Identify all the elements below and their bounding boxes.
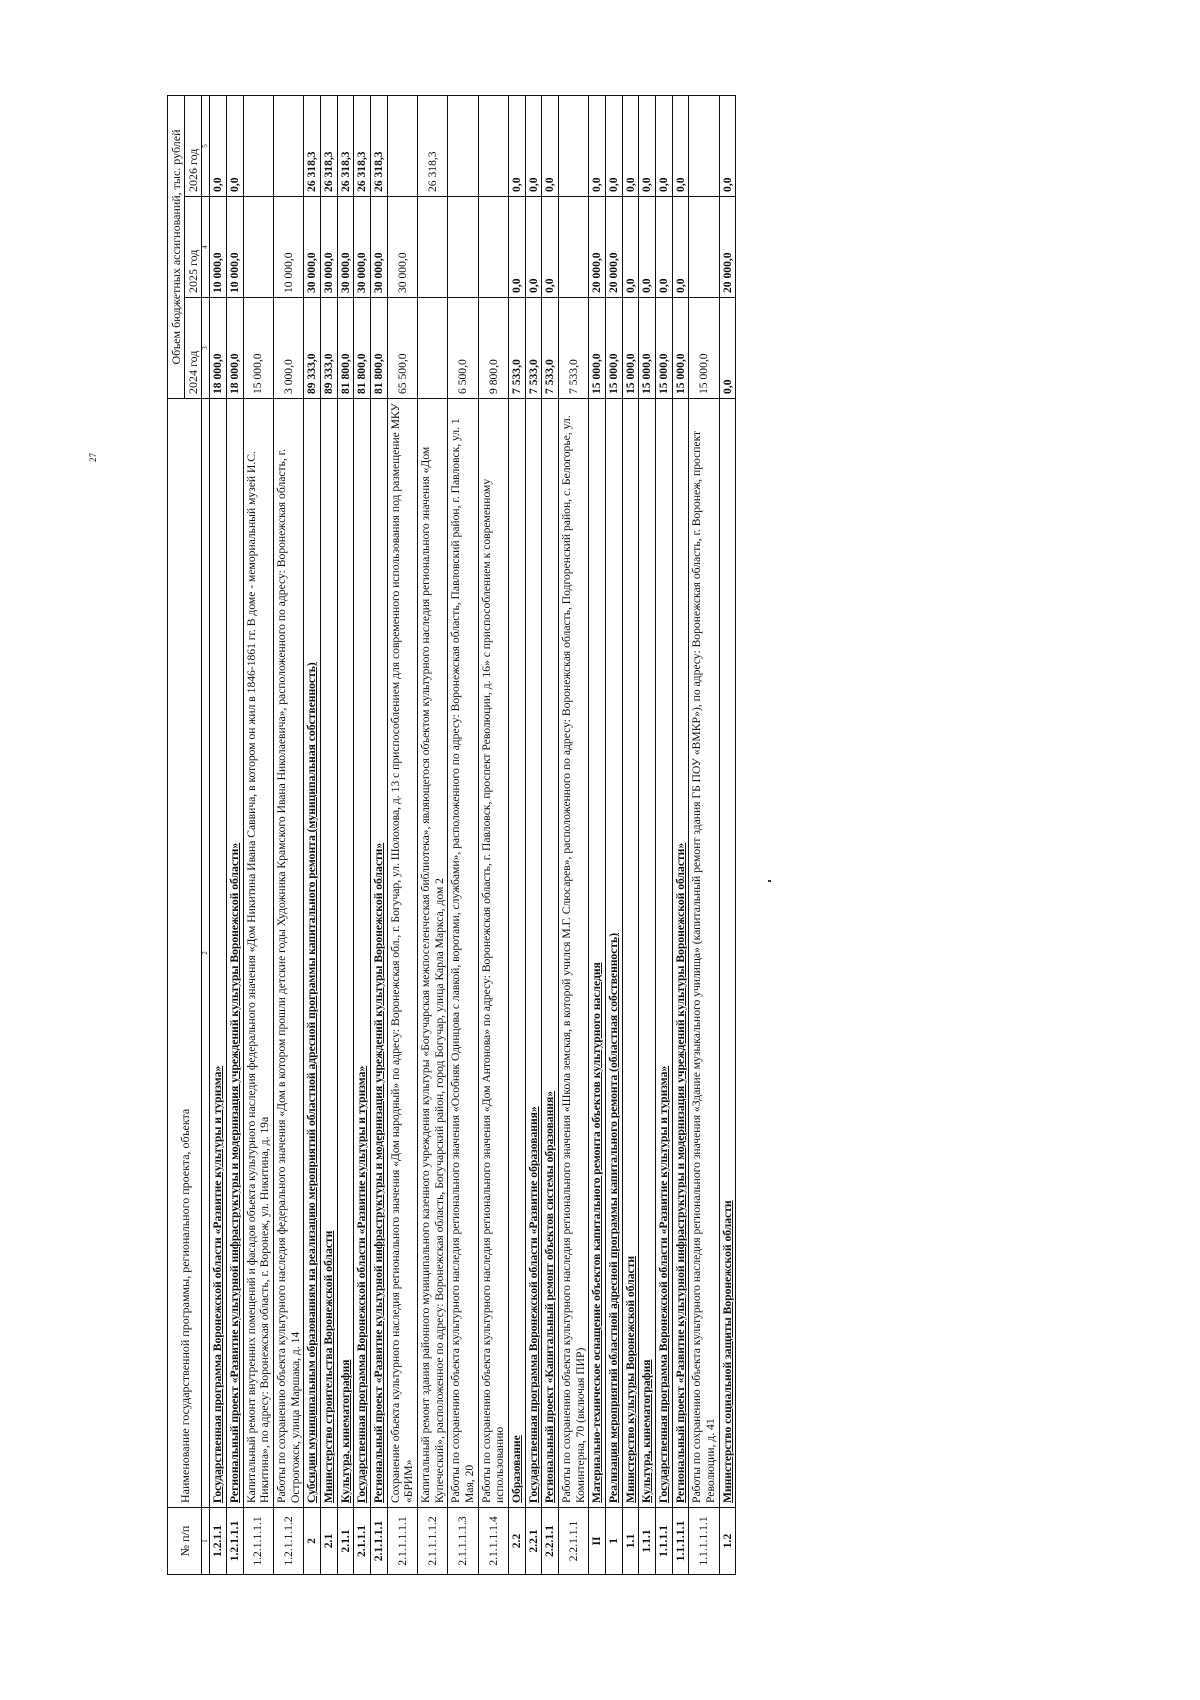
row-value-2024: 89 333,0 xyxy=(304,298,321,399)
table-row xyxy=(304,96,321,1575)
column-number: 5 xyxy=(202,96,210,197)
table-row xyxy=(243,96,273,1575)
row-value-2025: 0,0 xyxy=(639,197,656,298)
table-row xyxy=(589,96,606,1575)
row-name: Работы по сохранению объекта культурного наследия регионального значения «Школа земская, в которой учился М.Г. Слюсарев», расположенного по адресу: Воронежская область, Подгоренский район, с. Белогорье, ул. Коминтерна, 70 (включая ПИР) xyxy=(559,399,589,1508)
row-number: 2.1.1.1.1 xyxy=(371,1508,388,1575)
row-name: Министерство культуры Воронежской области xyxy=(622,399,639,1508)
row-name: Реализация мероприятий областной адресной программы капитального ремонта (областная собственность) xyxy=(606,399,623,1508)
table-row xyxy=(478,96,508,1575)
row-value-2026: 0,0 xyxy=(210,96,227,197)
row-number: 2.1 xyxy=(321,1508,338,1575)
row-value-2024: 15 000,0 xyxy=(689,298,719,399)
row-value-2025: 0,0 xyxy=(622,197,639,298)
table-row xyxy=(387,96,417,1575)
row-name: Государственная программа Воронежской области «Развитие образования» xyxy=(525,399,542,1508)
row-name: Работы по сохранению объекта культурного наследия федерального значения «Дом в котором прошли детские годы Художника Крамского Ивана Николаевича», расположенного по адресу: Воронежская область, г. Острогожск, улица Маршака, д. 14 xyxy=(274,399,304,1508)
row-value-2025: 20 000,0 xyxy=(719,197,736,298)
row-value-2025: 0,0 xyxy=(525,197,542,298)
row-name: Государственная программа Воронежской области «Развитие культуры и туризма» xyxy=(656,399,673,1508)
row-name: Образование xyxy=(509,399,526,1508)
row-number: 1.1.1.1.1.1 xyxy=(689,1508,719,1575)
table-row xyxy=(321,96,338,1575)
row-value-2024: 6 500,0 xyxy=(448,298,478,399)
row-value-2024: 0,0 xyxy=(719,298,736,399)
row-number: 2.2.1 xyxy=(525,1508,542,1575)
row-name: Государственная программа Воронежской области «Развитие культуры и туризма» xyxy=(354,399,371,1508)
row-value-2025 xyxy=(243,197,273,298)
rotated-table-container xyxy=(167,95,1035,1575)
row-number: 1.1.1 xyxy=(639,1508,656,1575)
row-value-2024: 81 800,0 xyxy=(337,298,354,399)
table-row xyxy=(656,96,673,1575)
row-value-2026: 0,0 xyxy=(525,96,542,197)
row-number: 2.2.1.1.1 xyxy=(559,1508,589,1575)
row-value-2024: 15 000,0 xyxy=(606,298,623,399)
row-value-2026 xyxy=(448,96,478,197)
row-name: Капитальный ремонт здания районного муниципального казенного учреждения культуры «Богучарская межпоселенческая библиотека», являющегося объектом культурного наследия регионального значения «Дом Купеческий», расположенное по адресу: Воронежская область, Богучарский район, город Богучар, улица Карла Маркса, дом 2 xyxy=(418,399,448,1508)
row-number: II xyxy=(589,1508,606,1575)
row-name: Региональный проект «Развитие культурной инфраструктуры и модернизация учреждений культуры Воронежской области» xyxy=(226,399,243,1508)
table-row xyxy=(525,96,542,1575)
row-value-2026 xyxy=(689,96,719,197)
row-value-2024: 7 533,0 xyxy=(542,298,559,399)
row-value-2024: 81 800,0 xyxy=(371,298,388,399)
row-value-2026 xyxy=(478,96,508,197)
row-name: Государственная программа Воронежской области «Развитие культуры и туризма» xyxy=(210,399,227,1508)
row-value-2026: 0,0 xyxy=(719,96,736,197)
table-row xyxy=(448,96,478,1575)
row-value-2024: 18 000,0 xyxy=(210,298,227,399)
header-name: Наименование государственной программы, регионального проекта, объекта xyxy=(168,399,202,1508)
row-value-2024: 15 000,0 xyxy=(622,298,639,399)
row-value-2024: 9 800,0 xyxy=(478,298,508,399)
table-row xyxy=(559,96,589,1575)
row-value-2026 xyxy=(274,96,304,197)
row-number: 1.2.1.1.1.1 xyxy=(243,1508,273,1575)
row-number: 1.2.1.1.1.2 xyxy=(274,1508,304,1575)
row-number: 2.1.1.1 xyxy=(354,1508,371,1575)
table-row xyxy=(274,96,304,1575)
column-number: 1 xyxy=(202,1508,210,1575)
row-value-2026: 0,0 xyxy=(606,96,623,197)
row-number: 2.1.1.1.1.4 xyxy=(478,1508,508,1575)
row-value-2026: 0,0 xyxy=(639,96,656,197)
row-number: 1.1.1.1 xyxy=(656,1508,673,1575)
table-row xyxy=(371,96,388,1575)
page-number: 27 xyxy=(88,453,98,462)
row-value-2025 xyxy=(418,197,448,298)
row-value-2024: 15 000,0 xyxy=(656,298,673,399)
row-name: Министерство строительства Воронежской области xyxy=(321,399,338,1508)
row-number: 1.2.1.1 xyxy=(210,1508,227,1575)
row-number: 1.2.1.1.1 xyxy=(226,1508,243,1575)
row-value-2025: 10 000,0 xyxy=(210,197,227,298)
table-row xyxy=(337,96,354,1575)
row-value-2026 xyxy=(387,96,417,197)
row-value-2025: 20 000,0 xyxy=(589,197,606,298)
row-value-2026: 26 318,3 xyxy=(418,96,448,197)
row-value-2025: 30 000,0 xyxy=(321,197,338,298)
row-number: 2.1.1.1.1.3 xyxy=(448,1508,478,1575)
column-number: 2 xyxy=(202,399,210,1508)
row-value-2026: 0,0 xyxy=(542,96,559,197)
table-body xyxy=(210,96,736,1575)
row-name: Работы по сохранению объекта культурного наследия регионального значения «Здание музыкального училища» (капитальный ремонт здания ГБ ПОУ «ВМКР»), по адресу: Воронежская область, г. Воронеж, проспект Революции, д. 41 xyxy=(689,399,719,1508)
table-row xyxy=(418,96,448,1575)
row-value-2026: 0,0 xyxy=(622,96,639,197)
row-value-2025: 20 000,0 xyxy=(606,197,623,298)
row-name: Культура, кинематография xyxy=(337,399,354,1508)
row-value-2026: 26 318,3 xyxy=(354,96,371,197)
row-number: 1.1 xyxy=(622,1508,639,1575)
header-row xyxy=(168,96,185,1575)
header-2025: 2025 год xyxy=(185,197,202,298)
row-name: Министерство социальной защиты Воронежской области xyxy=(719,399,736,1508)
row-name: Материально-техническое оснащение объектов капитального ремонта объектов культурного наследия xyxy=(589,399,606,1508)
row-value-2026: 26 318,3 xyxy=(371,96,388,197)
row-name: Региональный проект «Капитальный ремонт объектов системы образования» xyxy=(542,399,559,1508)
table-row xyxy=(719,96,736,1575)
row-value-2025 xyxy=(689,197,719,298)
row-number: 2.1.1 xyxy=(337,1508,354,1575)
row-value-2026 xyxy=(243,96,273,197)
row-number: 1 xyxy=(606,1508,623,1575)
row-name: Работы по сохранению объекта культурного наследия регионального значения «Особняк Одинцова с лавкой, воротами, службами», расположенного по адресу: Воронежская область, Павловский район, г. Павловск, ул. 1 Мая, 20 xyxy=(448,399,478,1508)
row-value-2024: 7 533,0 xyxy=(559,298,589,399)
row-number: 2.2.1.1 xyxy=(542,1508,559,1575)
row-name: Субсидии муниципальным образованиям на реализацию мероприятий областной адресной программы капитального ремонта (муниципальная собственность) xyxy=(304,399,321,1508)
row-name: Сохранение объекта культурного наследия регионального значения «Дом народный» по адресу: Воронежская обл., г. Богучар, ул. Шолохова, д. 13 с приспособлением для современного использования под размещение МКУ «БРИМ» xyxy=(387,399,417,1508)
row-value-2026: 26 318,3 xyxy=(321,96,338,197)
row-value-2024: 15 000,0 xyxy=(589,298,606,399)
row-value-2024: 65 500,0 xyxy=(387,298,417,399)
table-row xyxy=(226,96,243,1575)
table-row xyxy=(672,96,689,1575)
row-value-2026: 26 318,3 xyxy=(304,96,321,197)
row-value-2025: 30 000,0 xyxy=(337,197,354,298)
table-row xyxy=(622,96,639,1575)
row-value-2024: 81 800,0 xyxy=(354,298,371,399)
row-value-2026 xyxy=(559,96,589,197)
row-value-2026: 0,0 xyxy=(672,96,689,197)
row-value-2025: 0,0 xyxy=(509,197,526,298)
row-value-2025: 30 000,0 xyxy=(387,197,417,298)
row-number: 2 xyxy=(304,1508,321,1575)
row-value-2025 xyxy=(448,197,478,298)
table-row xyxy=(354,96,371,1575)
row-value-2025: 30 000,0 xyxy=(304,197,321,298)
row-number: 1.1.1.1.1 xyxy=(672,1508,689,1575)
row-value-2025: 10 000,0 xyxy=(274,197,304,298)
table-row xyxy=(606,96,623,1575)
row-value-2024: 15 000,0 xyxy=(243,298,273,399)
row-value-2024: 15 000,0 xyxy=(672,298,689,399)
budget-allocation-table xyxy=(167,95,736,1575)
header-2024: 2024 год xyxy=(185,298,202,399)
row-name: Культура, кинематография xyxy=(639,399,656,1508)
row-value-2024 xyxy=(418,298,448,399)
row-value-2025: 30 000,0 xyxy=(371,197,388,298)
row-value-2024: 89 333,0 xyxy=(321,298,338,399)
row-value-2025: 0,0 xyxy=(672,197,689,298)
table-row xyxy=(509,96,526,1575)
column-numbers-row xyxy=(202,96,210,1575)
column-number: 4 xyxy=(202,197,210,298)
row-value-2026: 26 318,3 xyxy=(337,96,354,197)
header-num: № п/п xyxy=(168,1508,202,1575)
table-row xyxy=(210,96,227,1575)
row-value-2026: 0,0 xyxy=(656,96,673,197)
row-value-2024: 7 533,0 xyxy=(509,298,526,399)
row-name: Работы по сохранению объекта культурного наследия регионального значения «Дом Антонова» по адресу: Воронежская область, г. Павловск, проспект Революции, д. 16» с приспособлением к современному использованию xyxy=(478,399,508,1508)
row-value-2024: 7 533,0 xyxy=(525,298,542,399)
row-name: Региональный проект «Развитие культурной инфраструктуры и модернизация учреждений культуры Воронежской области» xyxy=(672,399,689,1508)
row-value-2024: 18 000,0 xyxy=(226,298,243,399)
row-value-2025: 0,0 xyxy=(656,197,673,298)
row-value-2024: 15 000,0 xyxy=(639,298,656,399)
row-name: Региональный проект «Развитие культурной инфраструктуры и модернизация учреждений культуры Воронежской области» xyxy=(371,399,388,1508)
row-number: 2.1.1.1.1.2 xyxy=(418,1508,448,1575)
row-value-2026: 0,0 xyxy=(589,96,606,197)
header-budget-group: Объем бюджетных ассигнований, тыс. рублей xyxy=(168,96,185,399)
table-row xyxy=(689,96,719,1575)
table-row xyxy=(639,96,656,1575)
row-value-2025: 0,0 xyxy=(542,197,559,298)
row-value-2025 xyxy=(559,197,589,298)
row-value-2026: 0,0 xyxy=(226,96,243,197)
table-row xyxy=(542,96,559,1575)
column-number: 3 xyxy=(202,298,210,399)
row-number: 2.1.1.1.1.1 xyxy=(387,1508,417,1575)
row-number: 1.2 xyxy=(719,1508,736,1575)
row-value-2026: 0,0 xyxy=(509,96,526,197)
row-value-2025: 10 000,0 xyxy=(226,197,243,298)
header-2026: 2026 год xyxy=(185,96,202,197)
row-value-2024: 3 000,0 xyxy=(274,298,304,399)
row-value-2025: 30 000,0 xyxy=(354,197,371,298)
row-value-2025 xyxy=(478,197,508,298)
row-name: Капитальный ремонт внутренних помещений и фасадов объекта культурного наследия федерального значения «Дом Никитина Ивана Саввича, в котором он жил в 1846-1861 гг. В доме - мемориальный музей И.С. Никитина», по адресу: Воронежская область, г. Воронеж, ул. Никитина, д. 19а xyxy=(243,399,273,1508)
row-number: 2.2 xyxy=(509,1508,526,1575)
